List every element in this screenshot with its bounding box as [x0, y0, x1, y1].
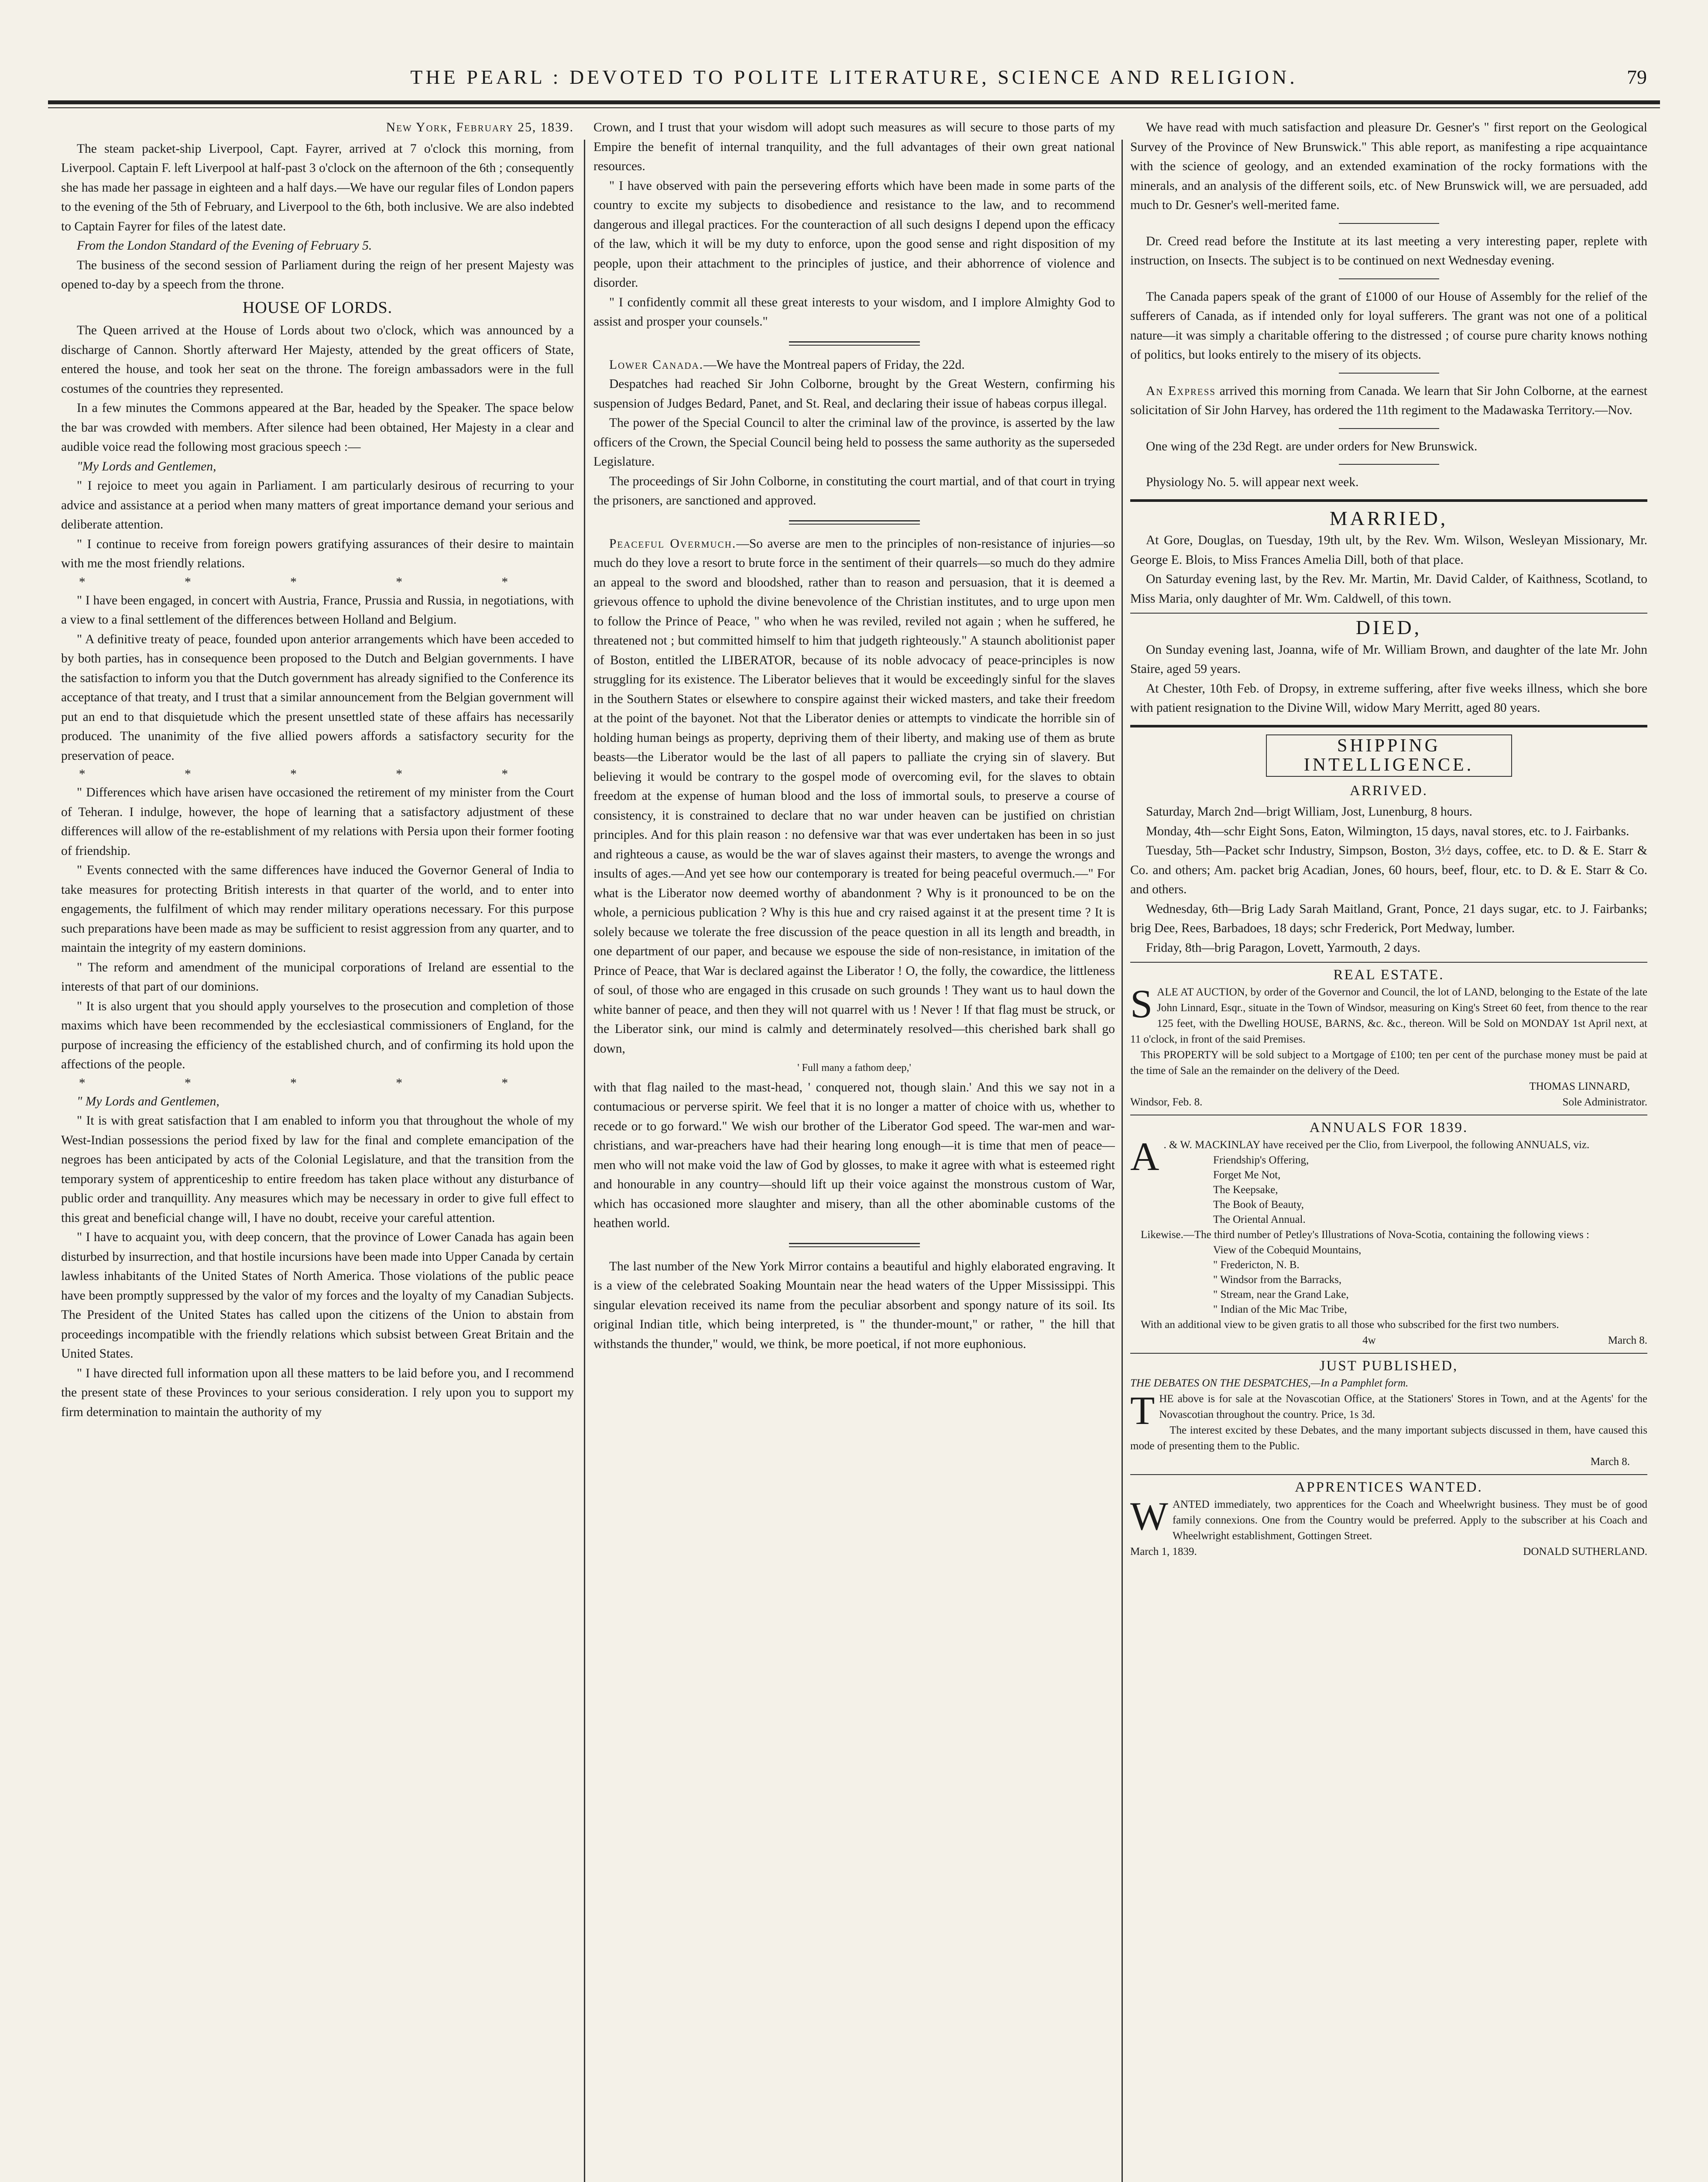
section-rule	[1130, 1353, 1647, 1354]
ad-footer: March 1, 1839. DONALD SUTHERLAND.	[1130, 1546, 1647, 1558]
married-heading: MARRIED,	[1329, 507, 1448, 529]
died-heading: DIED,	[1355, 616, 1422, 638]
shipping-entry: Wednesday, 6th—Brig Lady Sarah Maitland, Grant, Ponce, 21 days sugar, etc. to J. Fairbanks; brig Dee, Rees, Barbadoes, 18 days; schr Frederick, Port Medway, lumber.	[1130, 902, 1647, 935]
ad-paragraph: This PROPERTY will be sold subject to a Mortgage of £100; ten per cent of the purchase money must be paid at the time of Sale an the remainder on the delivery of the Deed.	[1130, 1049, 1647, 1077]
section-rule	[1130, 613, 1647, 614]
article-paragraph: Despatches had reached Sir John Colborne, brought by the Great Western, confirming his suspension of Judges Bedard, Panet, and St. Real, and declaring their issue of habeas corpus illegal.	[593, 377, 1115, 411]
speech-paragraph: " I have observed with pain the persevering efforts which have been made in some parts of the country to excite my subjects to disobedience and resistance to the law, and to recommend dangerous and illegal practices. For the counteraction of all such designs I depend upon the efficacy of the law, which it will be my duty to enforce, upon the good sense and right disposition of my people, upon their attachment to the principles of justice, and their abhorrence of violence and disorder.	[593, 178, 1115, 290]
ad-paragraph: The interest excited by these Debates, and the many important subjects discussed in them, have caused this mode of presenting them to the Public.	[1130, 1424, 1647, 1452]
article-paragraph: The Queen arrived at the House of Lords about two o'clock, which was announced by a discharge of Cannon. Shortly afterward Her Majesty, attended by the great officers of State, entered the house, and took her seat on the throne. The foreign ambassadors were in the full costumes of the countries they represented.	[61, 323, 574, 396]
dateline: New York, February 25, 1839.	[386, 120, 574, 134]
section-separator	[789, 341, 920, 346]
section-separator	[1339, 428, 1439, 429]
article-paragraph: Dr. Creed read before the Institute at its last meeting a very interesting paper, replete with instruction, on Insects. The subject is to be continued on next Wednesday evening.	[1130, 234, 1647, 268]
drop-cap: T	[1130, 1388, 1155, 1433]
section-separator	[1339, 278, 1439, 279]
verse-quote: ' Full many a fathom deep,'	[797, 1062, 911, 1074]
shipping-entry: Saturday, March 2nd—brigt William, Jost, Lunenburg, 8 hours.	[1146, 805, 1472, 819]
section-separator	[1339, 464, 1439, 465]
notice-paragraph: At Gore, Douglas, on Tuesday, 19th ult, by the Rev. Wm. Wilson, Wesleyan Missionary, Mr. George E. Blois, to Miss Frances Amelia Dill, both of that place.	[1130, 533, 1647, 567]
ad-heading: APPRENTICES WANTED.	[1295, 1479, 1483, 1495]
speech-paragraph: " It is with great satisfaction that I am enabled to inform you that throughout the whole of my West-Indian possessions the period fixed by law for the final and complete emancipation of the negroes has been anticipated by acts of the Colonial Legislature, and that the transition from the temporary system of apprenticeship to entire freedom has taken place without any disturbance of public order and tranquillity. Any measures which may be necessary in order to give full effect to this great and beneficial change will, I have no doubt, receive your careful attention.	[61, 1114, 574, 1225]
ad-heading: ANNUALS FOR 1839.	[1309, 1120, 1468, 1136]
notice-paragraph: At Chester, 10th Feb. of Dropsy, in extreme suffering, after five weeks illness, which she bore with patient resignation to the Divine Will, widow Mary Merritt, aged 80 years.	[1130, 681, 1647, 715]
article-paragraph: The business of the second session of Parliament during the reign of her present Majesty was opened to-day by a speech from the throne.	[61, 258, 574, 292]
arrived-heading: ARRIVED.	[1350, 782, 1428, 799]
section-rule	[1130, 499, 1647, 502]
speech-paragraph: " I confidently commit all these great interests to your wisdom, and I implore Almighty God to assist and prosper your counsels."	[593, 295, 1115, 329]
salutation: " My Lords and Gentlemen,	[77, 1094, 220, 1108]
drop-cap: A	[1130, 1134, 1159, 1179]
shipping-entry: Monday, 4th—schr Eight Sons, Eaton, Wilmington, 15 days, naval stores, etc. to J. Fairbanks.	[1146, 824, 1629, 838]
section-rule	[1130, 1474, 1647, 1475]
page-number: 79	[1627, 66, 1647, 88]
article-paragraph: The proceedings of Sir John Colborne, in constituting the court martial, and of that court in trying the prisoners, are sanctioned and approved.	[593, 474, 1115, 508]
list-item: " Windsor from the Barracks,	[1213, 1274, 1342, 1286]
list-item: " Indian of the Mic Mac Tribe,	[1213, 1304, 1347, 1315]
list-item: View of the Cobequid Mountains,	[1213, 1244, 1362, 1256]
ad-paragraph: WANTED immediately, two apprentices for the Coach and Wheelwright business. They must be of good family connexions. One from the Country would be preferred. Apply to the subscriber at his Coach and Wheelwright establishment, Gottingen Street.	[1130, 1494, 1647, 1542]
speech-paragraph: " I have directed full information upon all these matters to be laid before you, and I recommend the present state of these Provinces to your serious consideration. I rely upon you to support my firm determination to maintain the authority of my	[61, 1366, 574, 1419]
speech-paragraph: " Events connected with the same differences have induced the Governor General of India to take measures for protecting British interests in that quarter of the world, and to enter into engagements, the fulfilment of which may render military operations necessary. For this purpose such preparations have been made as may be sufficient to resist aggression from any quarter, and to maintain the integrity of my eastern dominions.	[61, 863, 574, 955]
article-paragraph: with that flag nailed to the mast-head, ' conquered not, though slain.' And this we say not in a contumacious or perverse spirit. We feel that it is no longer a matter of choice with us, whether to recede or to go forward." We wish our brother of the Liberator God speed. The war-men and war-christians, and war-preachers have had their hearing long enough—it is time that men of peace—men who will not make void the law of God by glosses, to make it agree with what is esteemed right and honourable in any country—should lift up their voice against the monstrous custom of War, which has occasioned more slaughter and misery, than all the other abominable customs of the heathen world.	[593, 1080, 1115, 1230]
just-published-ad	[1130, 1358, 1647, 1470]
ad-signature: THOMAS LINNARD,	[1529, 1081, 1630, 1092]
ad-heading: REAL ESTATE.	[1333, 967, 1444, 983]
speech-paragraph: " I rejoice to meet you again in Parliament. I am particularly desirous of recurring to your advice and assistance at a period when many matters of great importance demand your serious and deliberate attention.	[61, 479, 574, 532]
speech-paragraph: Crown, and I trust that your wisdom will adopt such measures as will secure to those parts of my Empire the benefit of internal tranquility, and the full advantages of their own great national resources.	[593, 120, 1115, 173]
asterisk-break: * * * * *	[79, 767, 556, 781]
ad-paragraph: With an additional view to be given gratis to all those who subscribed for the first two numbers.	[1141, 1319, 1559, 1331]
page-header	[48, 65, 1660, 113]
section-separator	[1339, 223, 1439, 224]
ad-paragraph: A . & W. MACKINLAY have received per the Clio, from Liverpool, the following ANNUALS, viz.	[1130, 1134, 1590, 1179]
speech-paragraph: " It is also urgent that you should apply yourselves to the prosecution and completion of those maxims which have been recommended by the ecclesiastical commissioners of England, for the purpose of increasing the efficiency of the established church, and of confirming its hold upon the affections of the people.	[61, 999, 574, 1071]
speech-paragraph: " The reform and amendment of the municipal corporations of Ireland are essential to the interests of that part of our dominions.	[61, 960, 574, 994]
ad-heading: JUST PUBLISHED,	[1319, 1358, 1458, 1374]
drop-cap: S	[1130, 981, 1153, 1026]
notice-paragraph: On Saturday evening last, by the Rev. Mr. Martin, Mr. David Calder, of Kaithness, Scotland, to Miss Maria, only daughter of Mr. Wm. Caldwell, of this town.	[1130, 572, 1647, 606]
speech-paragraph: " I continue to receive from foreign powers gratifying assurances of their desire to maintain with me the most friendly relations.	[61, 537, 574, 570]
section-rule	[1130, 725, 1647, 727]
article-paragraph: Physiology No. 5. will appear next week.	[1146, 475, 1359, 489]
list-item: " Fredericton, N. B.	[1213, 1259, 1300, 1271]
article-lead: Lower Canada.	[609, 357, 704, 372]
article-paragraph: The Canada papers speak of the grant of £1000 of our House of Assembly for the relief of the sufferers of Canada, as if intended only for loyal sufferers. The grant was not one of a political nature—it was simply a charitable offering to the distressed ; of course pure charity knows nothing of politics, but looks entirely to the misery of its objects.	[1130, 289, 1647, 362]
header-rule-thick	[48, 100, 1660, 104]
page-title: THE PEARL : DEVOTED TO POLITE LITERATURE, SCIENCE AND RELIGION.	[410, 66, 1298, 88]
source-line: From the London Standard of the Evening of February 5.	[77, 239, 372, 253]
ad-footer: 4w March 8.	[1362, 1335, 1647, 1346]
article-paragraph: The power of the Special Council to alter the criminal law of the province, is asserted by the law officers of the Crown, the Special Council being held to possess the same authority as the superseded Legislature.	[593, 416, 1115, 469]
annuals-ad	[1130, 1120, 1647, 1348]
article-paragraph: Peaceful Overmuch.—So averse are men to the principles of non-resistance of injuries—so much do they love a resort to brute force in the sentiment of their quarrels—so much do they admire an appeal to the sword and bloodshed, rather than to reason and persuasion, that it is deemed a grievous offence to uphold the divine benevolence of the Christian institutes, and to urge upon men to follow the Prince of Peace, " who when he was reviled, reviled not again ; when he suffered, he threatened not ; but committed himself to him that judgeth righteously." A staunch abolitionist paper of Boston, entitled the LIBERATOR, because of its noble advocacy of peace-principles is now struggling for its existence. The Liberator believes that it would be exceedingly sinful for the slaves in the Southern States or elsewhere to conspire against their wicked masters, and take their freedom at the point of the bayonet. Not that the Liberator denies or attempts to vindicate the horrible sin of holding human beings as property, depriving them of their liberty, and making use of them as brute beasts—the Liberator would be the last of all papers to palliate the crying sin of slavery. But believing it would be contrary to the gospel mode of overcoming evil, for the slaves to obtain freedom at the expense of human blood and the loss of immortal souls, to preserve a course of consistency, it is constrained to declare that no war under heaven can be justified on christian principles. And for this plain reason : no defensive war that was ever undertaken has been in so just and righteous a cause, as would be the war of slaves against their masters, to avenge the wrongs and insults of ages.—And yet see how our contemporary is treated for being peaceful overmuch.—" For what is the Liberator now deemed worthy of abandonment ? Why is it pronounced to be on the whole, a pernicious publication ? Why is this hue and cry raised against it at the present time ? It is solely because we tolerate the free discussion of the peace question in all its length and breadth, in one department of our paper, and because we espouse the side of non-resistance, in imitation of the Prince of Peace, that War is declared against the Liberator ! O, the folly, the cowardice, the littleness of soul, of those who are engaged in this crusade on such grounds ! They want us to haul down the white banner of peace, and then they will not quarrel with us ! Never ! If that flag must be struck, or the Liberator sink, our mind is calmly and determinately resolved—this cherished bark shall go down,	[593, 536, 1115, 1056]
shipping-entry: Friday, 8th—brig Paragon, Lovett, Yarmouth, 2 days.	[1146, 940, 1421, 955]
article-paragraph: We have read with much satisfaction and pleasure Dr. Gesner's " first report on the Geological Survey of the Province of New Brunswick." This able report, as manifesting a ripe acquaintance with the science of geology, and an extended examination of the rocky formations with the minerals, and an analysis of the different soils, etc. of New Brunswick will, we are persuaded, add much to Dr. Gesner's well-merited fame.	[1130, 120, 1647, 212]
real-estate-ad	[1130, 967, 1647, 1110]
column-3	[1130, 118, 1647, 2182]
ad-date: March 8.	[1590, 1456, 1630, 1468]
section-separator	[789, 1243, 920, 1247]
ad-subtitle: THE DEBATES ON THE DESPATCHES,—In a Pamphlet form.	[1130, 1377, 1409, 1389]
ad-footer: Windsor, Feb. 8. Sole Administrator.	[1130, 1096, 1647, 1108]
section-separator	[1339, 373, 1439, 374]
asterisk-break: * * * * *	[79, 1076, 556, 1090]
article-paragraph: Lower Canada.—We have the Montreal papers of Friday, the 22d.	[609, 357, 965, 372]
list-item: The Oriental Annual.	[1213, 1214, 1306, 1225]
section-rule	[1130, 962, 1647, 963]
list-item: " Stream, near the Grand Lake,	[1213, 1289, 1349, 1300]
column-1	[61, 118, 574, 2182]
speech-paragraph: " Differences which have arisen have occasioned the retirement of my minister from the Court of Teheran. I indulge, however, the hope of learning that a satisfactory adjustment of these differences will allow of the re-establishment of my relations with Persia upon their former footing of friendship.	[61, 786, 574, 858]
drop-cap: W	[1130, 1494, 1168, 1538]
salutation: "My Lords and Gentlemen,	[77, 459, 216, 473]
list-item: Friendship's Offering,	[1213, 1154, 1309, 1166]
ad-paragraph: Likewise.—The third number of Petley's Illustrations of Nova-Scotia, containing the following views :	[1141, 1229, 1589, 1241]
column-2	[593, 118, 1115, 2182]
header-rule-thin	[48, 107, 1660, 108]
speech-paragraph: " I have to acquaint you, with deep concern, that the province of Lower Canada has again been disturbed by insurrection, and that hostile incursions have been made into Upper Canada by certain lawless inhabitants of the United States of North America. Those violations of the public peace have been promptly suppressed by the valor of my forces and the loyalty of my Canadian Subjects. The President of the United States has called upon the citizens of the Union to abstain from proceedings incompatible with the friendly relations which subsist between Great Britain and the United States.	[61, 1230, 574, 1361]
list-item: The Keepsake,	[1213, 1184, 1278, 1196]
article-paragraph: One wing of the 23d Regt. are under orders for New Brunswick.	[1146, 439, 1478, 453]
section-separator	[789, 520, 920, 525]
column-divider	[584, 140, 585, 2182]
shipping-entry: Tuesday, 5th—Packet schr Industry, Simpson, Boston, 3½ days, coffee, etc. to D. & E. Starr & Co. and others; Am. packet brig Acadian, Jones, 60 hours, beef, flour, etc. to D. & E. Starr & Co. and others.	[1130, 844, 1647, 896]
shipping-heading: SHIPPING INTELLIGENCE.	[1266, 734, 1512, 777]
article-lead: Peaceful Overmuch.	[609, 536, 737, 551]
list-item: The Book of Beauty,	[1213, 1199, 1304, 1211]
apprentices-ad	[1130, 1479, 1647, 1560]
column-divider	[1122, 140, 1123, 2182]
article-paragraph: In a few minutes the Commons appeared at the Bar, headed by the Speaker. The space below the bar was crowded with members. After silence had been obtained, Her Majesty in a clear and audible voice read the following most gracious speech :—	[61, 401, 574, 454]
ad-paragraph: THE above is for sale at the Novascotian Office, at the Stationers' Stores in Town, and at the Agents' for the Novascotian throughout the country. Price, 1s 3d.	[1130, 1388, 1647, 1433]
article-lead: An Express	[1146, 384, 1216, 398]
section-heading: HOUSE OF LORDS.	[242, 298, 393, 317]
speech-paragraph: " A definitive treaty of peace, founded upon anterior arrangements which have been acceded to by both parties, has in consequence been proposed to the Dutch and Belgian governments. I have the satisfaction to inform you that the Dutch government has already signified to the Conference its acceptance of that treaty, and I trust that a similar announcement from the Belgian government will put an end to that disquietude which the present unsettled state of these affairs has necessarily produced. The unanimity of the five allied powers affords a satisfactory security for the preservation of peace.	[61, 632, 574, 763]
asterisk-break: * * * * *	[79, 575, 556, 589]
article-paragraph: An Express arrived this morning from Canada. We learn that Sir John Colborne, at the earnest solicitation of Sir John Harvey, has ordered the 11th regiment to the Madawaska Territory.—Nov.	[1130, 384, 1647, 417]
article-paragraph: The last number of the New York Mirror contains a beautiful and highly elaborated engraving. It is a view of the celebrated Soaking Mountain near the head waters of the Upper Mississippi. This singular elevation received its name from the peculiar absorbent and spongy nature of its soil. Its original Indian title, which being interpreted, is " the thunder-mount," or rather, " the hill that withstands the thunder," would, we think, be more poetical, if not more euphonious.	[593, 1259, 1115, 1351]
ad-paragraph: SALE AT AUCTION, by order of the Governor and Council, the lot of LAND, belonging to the Estate of the late John Linnard, Esqr., situate in the Town of Windsor, measuring on King's Street 60 feet, from thence to the rear 125 feet, with the Dwelling HOUSE, BARNS, &c. &c., thereon. Will be Sold on MONDAY 1st April next, at 11 o'clock, in front of the said Premises.	[1130, 981, 1647, 1045]
list-item: Forget Me Not,	[1213, 1169, 1281, 1181]
article-paragraph: The steam packet-ship Liverpool, Capt. Fayrer, arrived at 7 o'clock this morning, from Liverpool. Captain F. left Liverpool at half-past 3 o'clock on the afternoon of the 6th ; consequently she has made her passage in eighteen and a half days.—We have our regular files of London papers to the evening of the 5th of February, and Liverpool to the 6th, both inclusive. We are also indebted to Captain Fayrer for files of the latest date.	[61, 141, 574, 233]
speech-paragraph: " I have been engaged, in concert with Austria, France, Prussia and Russia, in negotiations, with a view to a final settlement of the differences between Holland and Belgium.	[61, 593, 574, 627]
notice-paragraph: On Sunday evening last, Joanna, wife of Mr. William Brown, and daughter of the late Mr. John Staire, aged 59 years.	[1130, 642, 1647, 676]
